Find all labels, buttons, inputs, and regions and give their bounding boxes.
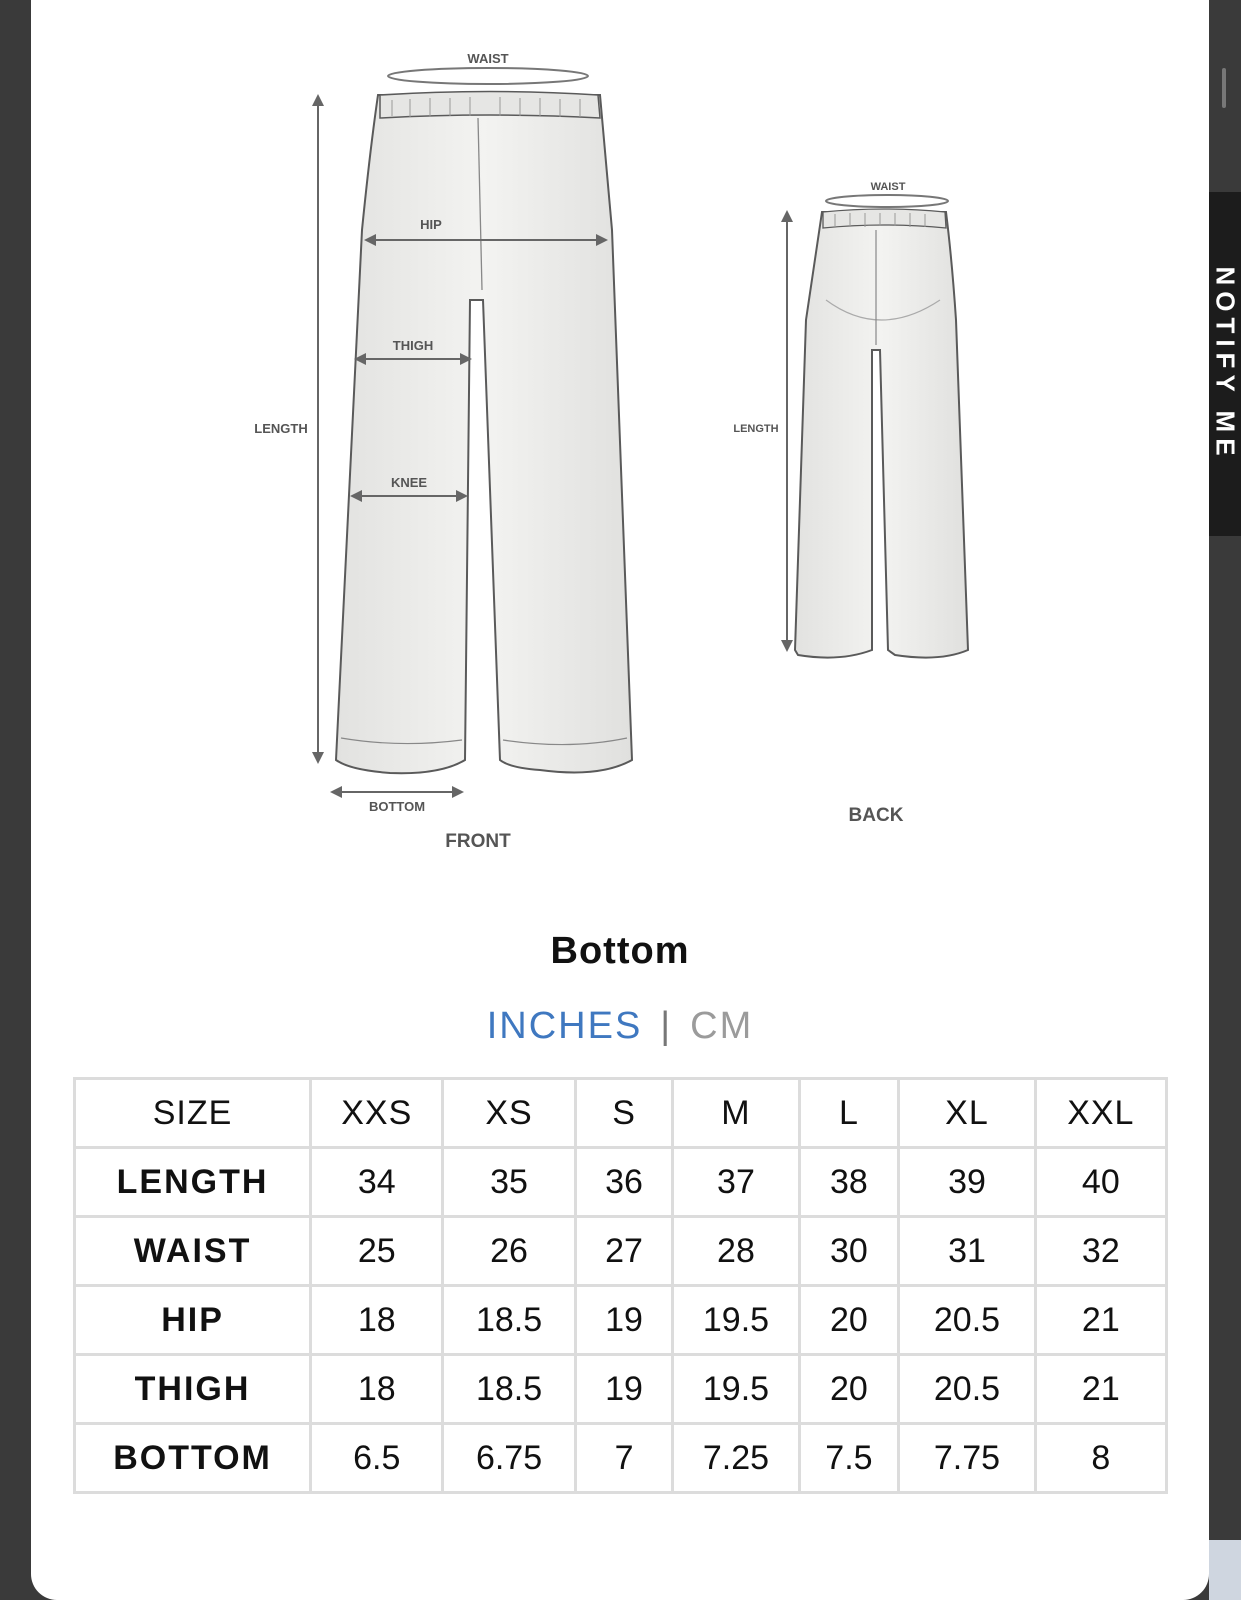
table-header-row bbox=[75, 1079, 1167, 1148]
table-cell: 7.5 bbox=[799, 1424, 899, 1493]
table-cell: 20 bbox=[799, 1286, 899, 1355]
table-cell: 21 bbox=[1035, 1286, 1166, 1355]
table-header-cell: XXS bbox=[311, 1079, 443, 1148]
table-cell: 21 bbox=[1035, 1355, 1166, 1424]
table-cell: 18.5 bbox=[443, 1286, 575, 1355]
table-cell: 32 bbox=[1035, 1217, 1166, 1286]
table-cell: 31 bbox=[899, 1217, 1035, 1286]
table-header-cell: L bbox=[799, 1079, 899, 1148]
table-cell: 25 bbox=[311, 1217, 443, 1286]
table-cell: 35 bbox=[443, 1148, 575, 1217]
hip-label: HIP bbox=[420, 217, 442, 232]
table-row bbox=[75, 1286, 1167, 1355]
table-row bbox=[75, 1148, 1167, 1217]
table-row bbox=[75, 1355, 1167, 1424]
table-cell: 18 bbox=[311, 1286, 443, 1355]
front-waist-measure-line bbox=[388, 68, 588, 84]
table-row bbox=[75, 1217, 1167, 1286]
row-label: BOTTOM bbox=[75, 1424, 311, 1493]
row-label: LENGTH bbox=[75, 1148, 311, 1217]
back-waist-measure-line bbox=[826, 195, 948, 207]
knee-label: KNEE bbox=[390, 475, 428, 490]
table-row bbox=[75, 1424, 1167, 1493]
row-label: HIP bbox=[75, 1286, 311, 1355]
table-cell: 20 bbox=[799, 1355, 899, 1424]
size-chart-title: Bottom bbox=[550, 930, 690, 972]
back-caption: BACK bbox=[848, 805, 904, 826]
table-cell: 20.5 bbox=[899, 1355, 1035, 1424]
row-label: WAIST bbox=[75, 1217, 311, 1286]
table-cell: 37 bbox=[673, 1148, 799, 1217]
table-cell: 27 bbox=[575, 1217, 673, 1286]
table-header-cell: S bbox=[575, 1079, 673, 1148]
table-cell: 39 bbox=[899, 1148, 1035, 1217]
table-header-cell: SIZE bbox=[75, 1079, 311, 1148]
cm-unit-button[interactable]: CM bbox=[690, 1005, 754, 1047]
table-cell: 36 bbox=[575, 1148, 673, 1217]
table-cell: 20.5 bbox=[899, 1286, 1035, 1355]
row-label: THIGH bbox=[75, 1355, 311, 1424]
front-caption: FRONT bbox=[445, 831, 511, 852]
bottom-label: BOTTOM bbox=[368, 799, 426, 814]
front-length-label: LENGTH bbox=[254, 421, 308, 436]
table-cell: 6.5 bbox=[311, 1424, 443, 1493]
back-length-label: LENGTH bbox=[733, 423, 779, 435]
table-cell: 38 bbox=[799, 1148, 899, 1217]
table-cell: 8 bbox=[1035, 1424, 1166, 1493]
table-cell: 19.5 bbox=[673, 1355, 799, 1424]
table-cell: 19 bbox=[575, 1355, 673, 1424]
table-cell: 7.25 bbox=[673, 1424, 799, 1493]
back-waist-label: WAIST bbox=[870, 181, 906, 193]
back-pants-drawing bbox=[795, 209, 968, 658]
table-cell: 19.5 bbox=[673, 1286, 799, 1355]
notify-me-label: NOTIFY ME bbox=[1210, 266, 1241, 462]
table-cell: 28 bbox=[673, 1217, 799, 1286]
thigh-label: THIGH bbox=[392, 338, 434, 353]
front-waist-label: WAIST bbox=[467, 51, 509, 66]
table-cell: 7 bbox=[575, 1424, 673, 1493]
table-cell: 6.75 bbox=[443, 1424, 575, 1493]
table-cell: 18.5 bbox=[443, 1355, 575, 1424]
table-cell: 34 bbox=[311, 1148, 443, 1217]
table-header-cell: M bbox=[673, 1079, 799, 1148]
table-cell: 30 bbox=[799, 1217, 899, 1286]
table-cell: 40 bbox=[1035, 1148, 1166, 1217]
table-cell: 18 bbox=[311, 1355, 443, 1424]
size-table bbox=[73, 1077, 1168, 1494]
table-header-cell: XXL bbox=[1035, 1079, 1166, 1148]
table-cell: 19 bbox=[575, 1286, 673, 1355]
table-cell: 7.75 bbox=[899, 1424, 1035, 1493]
unit-toggle bbox=[31, 1005, 1209, 1048]
background-strip bbox=[1209, 1540, 1241, 1600]
unit-separator: | bbox=[660, 1005, 673, 1047]
table-header-cell: XS bbox=[443, 1079, 575, 1148]
front-pants-drawing bbox=[336, 92, 632, 774]
inches-unit-button[interactable]: INCHES bbox=[486, 1005, 643, 1047]
table-cell: 26 bbox=[443, 1217, 575, 1286]
table-header-cell: XL bbox=[899, 1079, 1035, 1148]
